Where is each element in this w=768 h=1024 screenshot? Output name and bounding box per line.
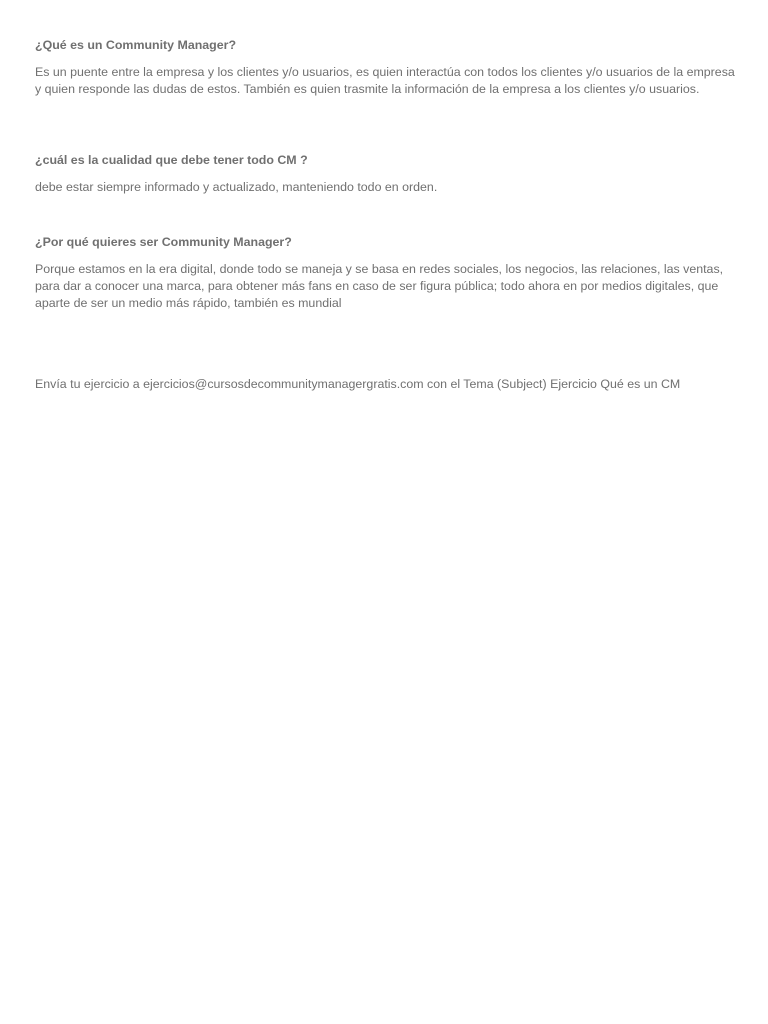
question-heading: ¿cuál es la cualidad que debe tener todo CM ?: [35, 153, 308, 167]
section-why-cm: [35, 234, 735, 311]
question-heading: ¿Por qué quieres ser Community Manager?: [35, 235, 292, 249]
section-what-is-cm: [35, 37, 735, 98]
question-heading: ¿Qué es un Community Manager?: [35, 38, 237, 52]
submission-instructions: Envía tu ejercicio a ejercicios@cursosdecommunitymanagergratis.com con el Tema (Subject) Ejercicio Qué es un CM: [35, 377, 681, 391]
answer-paragraph: Porque estamos en la era digital, donde todo se maneja y se basa en redes sociales, los negocios, las relaciones, las ventas, para dar a conocer una marca, para obtener más fans en caso de ser figura pública; todo ahora en por medios digitales, que aparte de ser un medio más rápido, también es mundial: [35, 262, 724, 310]
section-cm-quality: [35, 152, 735, 196]
answer-paragraph: debe estar siempre informado y actualizado, manteniendo todo en orden.: [35, 180, 438, 194]
answer-paragraph: Es un puente entre la empresa y los clientes y/o usuarios, es quien interactúa con todos los clientes y/o usuarios de la empresa y quien responde las dudas de estos. También es quien trasmite la información de la empresa a los clientes y/o usuarios.: [35, 65, 735, 96]
